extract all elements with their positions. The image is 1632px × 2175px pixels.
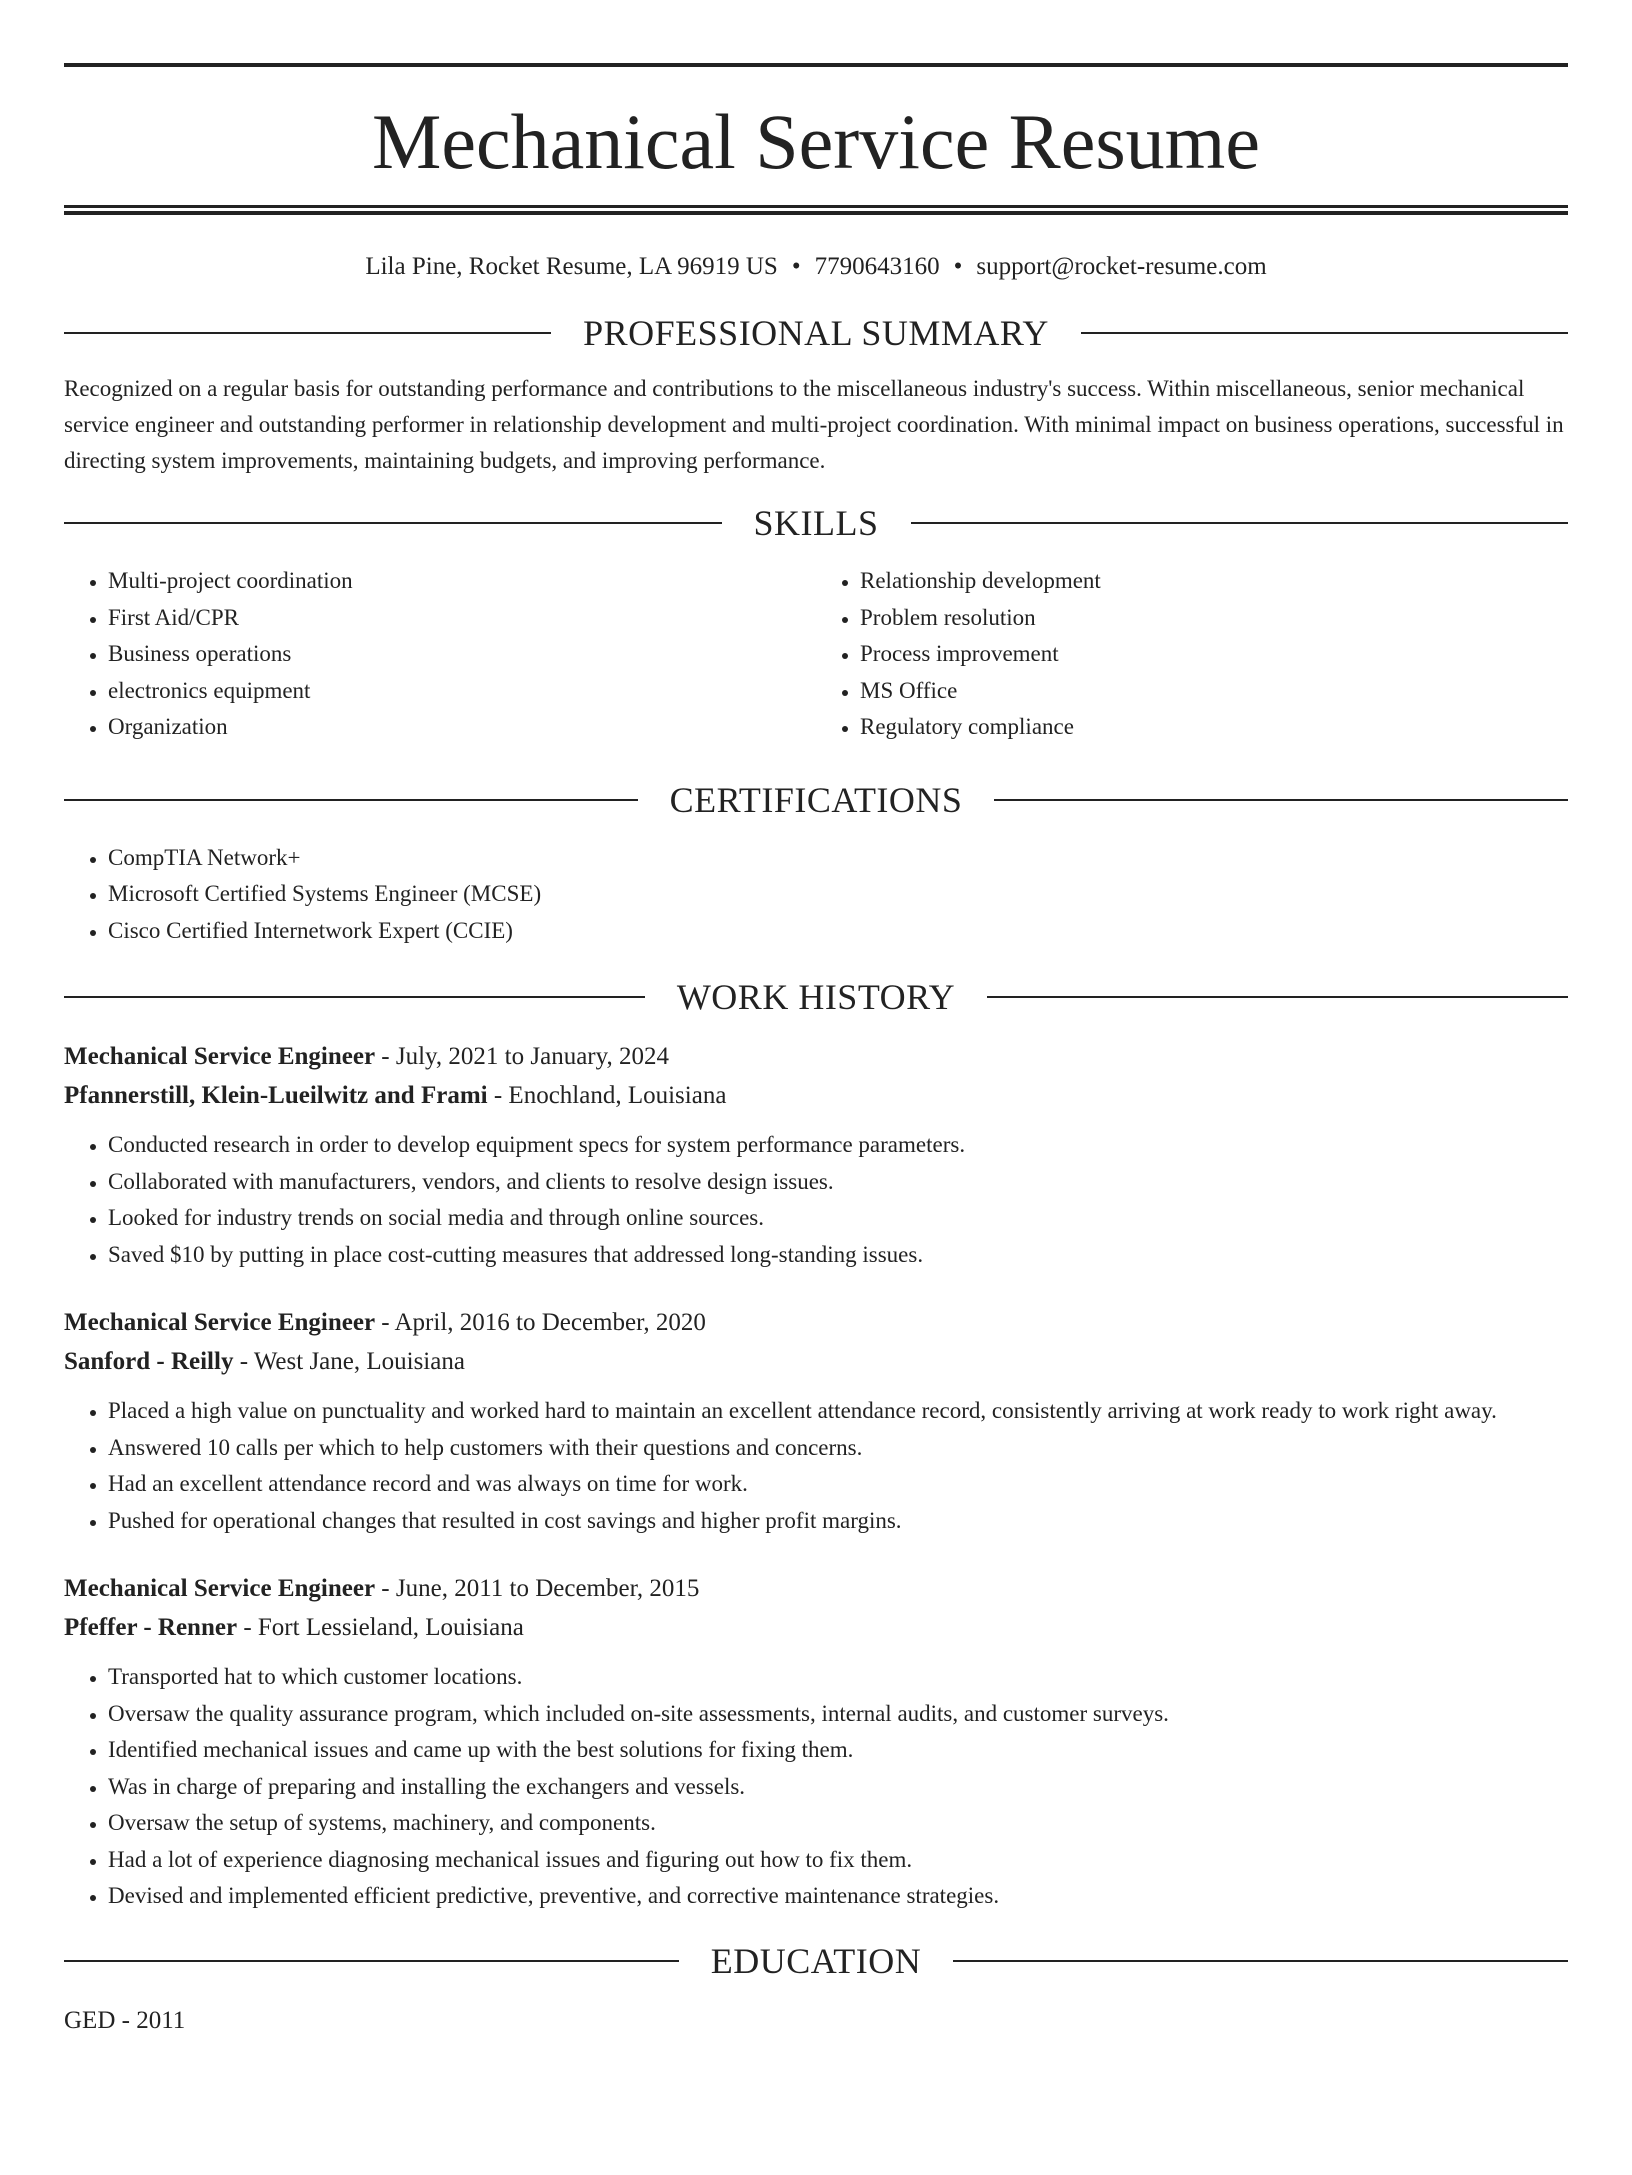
certification-item: • Microsoft Certified Systems Engineer (MCSE) <box>108 876 1568 913</box>
section-rule <box>911 522 1569 524</box>
section-rule <box>953 1960 1568 1962</box>
resume-title: Mechanical Service Resume <box>372 98 1260 185</box>
job-entry <box>64 1569 1568 1915</box>
skill-item: • Organization <box>108 709 816 746</box>
job-entry <box>64 1303 1568 1539</box>
job-bullet: • Oversaw the quality assurance program, which included on-site assessments, internal audits, and customer surveys. <box>108 1696 1568 1733</box>
section-rule <box>994 799 1568 801</box>
job-bullet: • Had a lot of experience diagnosing mechanical issues and figuring out how to fix them. <box>108 1842 1568 1879</box>
section-rule <box>64 522 722 524</box>
job-bullet: • Pushed for operational changes that resulted in cost savings and higher profit margins. <box>108 1503 1568 1540</box>
job-title-line <box>64 1037 1568 1076</box>
section-rule <box>987 996 1568 998</box>
job-company-line <box>64 1076 1568 1115</box>
contact-separator: • <box>953 253 963 280</box>
section-title: PROFESSIONAL SUMMARY <box>583 313 1049 353</box>
work-history <box>64 1037 1568 1915</box>
title-double-rule <box>64 205 1568 215</box>
skills-list <box>64 563 1568 746</box>
skill-item: • electronics equipment <box>108 673 816 710</box>
certification-item: • Cisco Certified Internetwork Expert (CCIE) <box>108 913 1568 950</box>
section-title: WORK HISTORY <box>676 977 956 1017</box>
job-location: - Fort Lessieland, Louisiana <box>237 1614 524 1641</box>
job-company-line <box>64 1342 1568 1381</box>
job-company: Sanford - Reilly <box>64 1348 234 1375</box>
job-company: Pfannerstill, Klein-Lueilwitz and Frami <box>64 1082 488 1109</box>
contact-phone: 7790643160 <box>814 253 940 280</box>
job-title-line <box>64 1569 1568 1608</box>
job-bullet: • Answered 10 calls per which to help customers with their questions and concerns. <box>108 1430 1568 1467</box>
section-header-work <box>64 973 1568 1021</box>
summary-paragraph: Recognized on a regular basis for outstanding performance and contributions to the miscellaneous industry's success. Within miscellaneous, senior mechanical service engineer and outstanding performer in relationship development and multi-project coordination. With minimal impact on business operations, successful in directing system improvements, maintaining budgets, and improving performance. <box>64 376 1564 473</box>
job-bullet: • Placed a high value on punctuality and worked hard to maintain an excellent attendance record, consistently arriving at work ready to work right away. <box>108 1393 1568 1430</box>
job-title-line <box>64 1303 1568 1342</box>
section-rule <box>1081 332 1568 334</box>
job-title: Mechanical Service Engineer <box>64 1309 376 1336</box>
job-bullet: • Identified mechanical issues and came up with the best solutions for fixing them. <box>108 1732 1568 1769</box>
education-year: - 2011 <box>115 2006 186 2034</box>
contact-address: Lila Pine, Rocket Resume, LA 96919 US <box>365 253 778 280</box>
job-dates: - April, 2016 to December, 2020 <box>375 1309 706 1336</box>
job-company-line <box>64 1608 1568 1647</box>
job-bullet: • Transported hat to which customer locations. <box>108 1659 1568 1696</box>
skill-item: • Process improvement <box>860 636 1568 673</box>
resume-page <box>0 63 1632 2175</box>
job-bullet: • Conducted research in order to develop equipment specs for system performance parameters. <box>108 1127 1568 1164</box>
section-rule <box>64 799 638 801</box>
section-header-skills <box>64 499 1568 547</box>
job-title: Mechanical Service Engineer <box>64 1575 376 1602</box>
job-title: Mechanical Service Engineer <box>64 1043 376 1070</box>
section-header-certifications <box>64 776 1568 824</box>
skill-item: • Business operations <box>108 636 816 673</box>
job-bullet: • Oversaw the setup of systems, machinery, and components. <box>108 1805 1568 1842</box>
job-location: - Enochland, Louisiana <box>487 1082 727 1109</box>
job-bullet: • Looked for industry trends on social media and through online sources. <box>108 1200 1568 1237</box>
certifications-list <box>64 840 1568 950</box>
section-rule <box>64 332 551 334</box>
job-bullet: • Had an excellent attendance record and was always on time for work. <box>108 1466 1568 1503</box>
job-bullet: • Collaborated with manufacturers, vendors, and clients to resolve design issues. <box>108 1164 1568 1201</box>
section-rule <box>64 1960 679 1962</box>
contact-separator: • <box>791 253 801 280</box>
job-bullet: • Saved $10 by putting in place cost-cutting measures that addressed long-standing issues. <box>108 1237 1568 1274</box>
section-rule <box>64 996 645 998</box>
contact-line <box>64 251 1568 283</box>
job-location: - West Jane, Louisiana <box>233 1348 465 1375</box>
skill-item: • Regulatory compliance <box>860 709 1568 746</box>
job-bullets <box>64 1659 1568 1915</box>
job-bullets <box>64 1393 1568 1539</box>
skill-item: • Multi-project coordination <box>108 563 816 600</box>
job-bullet: • Devised and implemented efficient predictive, preventive, and corrective maintenance strategies. <box>108 1878 1568 1915</box>
skill-item: • MS Office <box>860 673 1568 710</box>
job-bullets <box>64 1127 1568 1273</box>
contact-email: support@rocket-resume.com <box>976 253 1267 280</box>
skill-item: • First Aid/CPR <box>108 600 816 637</box>
job-bullet: • Was in charge of preparing and installing the exchangers and vessels. <box>108 1769 1568 1806</box>
education-entry <box>64 2001 1568 2040</box>
skill-item: • Relationship development <box>860 563 1568 600</box>
job-entry <box>64 1037 1568 1273</box>
section-header-education <box>64 1937 1568 1985</box>
section-title: SKILLS <box>753 503 879 543</box>
skill-item: • Problem resolution <box>860 600 1568 637</box>
section-title: EDUCATION <box>710 1940 922 1981</box>
job-dates: - July, 2021 to January, 2024 <box>375 1043 669 1070</box>
job-dates: - June, 2011 to December, 2015 <box>375 1575 700 1602</box>
job-company: Pfeffer - Renner <box>64 1614 238 1641</box>
certification-item: • CompTIA Network+ <box>108 840 1568 877</box>
section-title: CERTIFICATIONS <box>669 779 963 820</box>
section-header-summary <box>64 309 1568 357</box>
education-degree: GED <box>64 2006 116 2034</box>
skills-column-left <box>64 563 816 746</box>
skills-column-right <box>816 563 1568 746</box>
